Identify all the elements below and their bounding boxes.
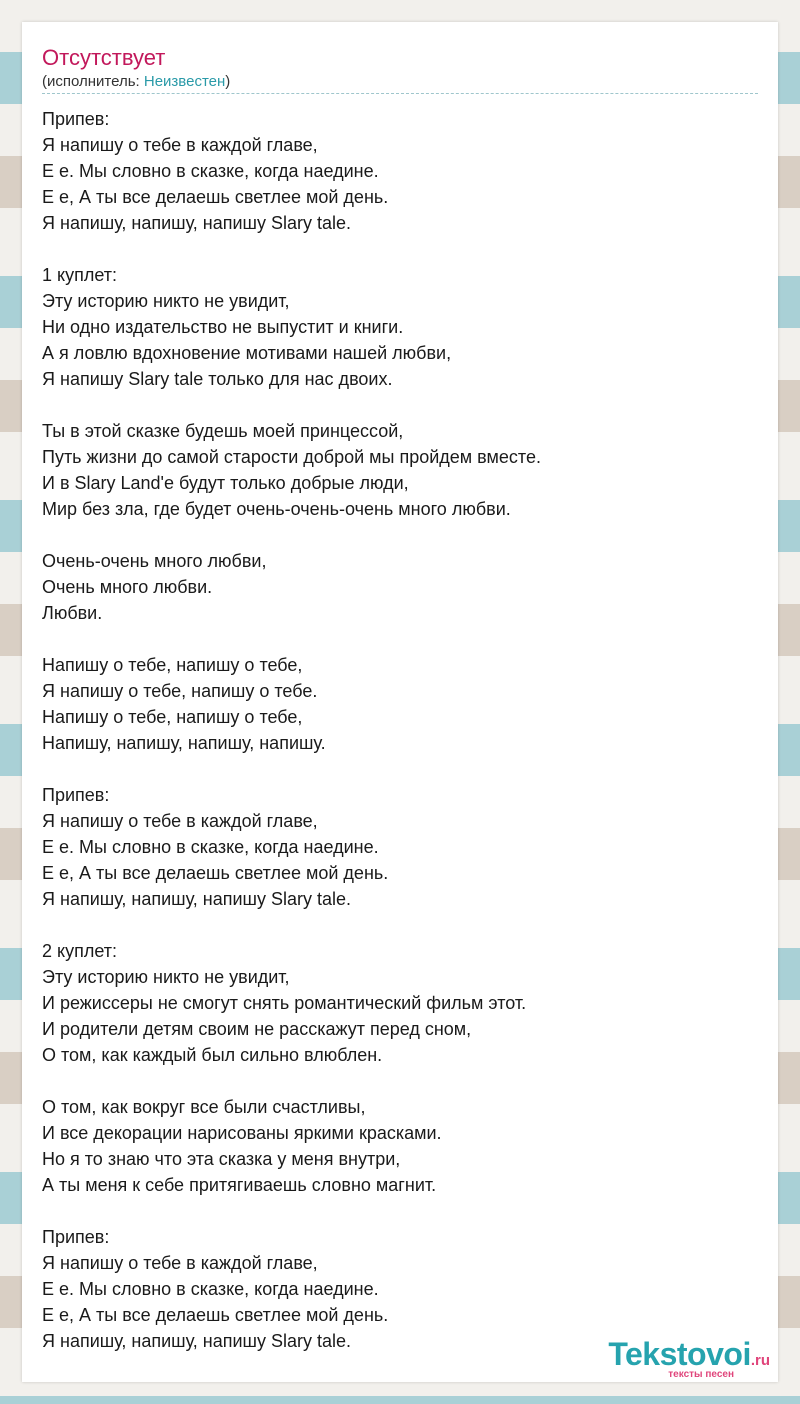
lyric-blank-line: [42, 522, 758, 548]
lyric-line: И режиссеры не смогут снять романтический фильм этот.: [42, 993, 527, 1013]
lyric-line: Ты в этой сказке будешь моей принцессой,: [42, 421, 404, 441]
lyric-line: Е е. Мы словно в сказке, когда наедине.: [42, 837, 379, 857]
artist-suffix: ): [225, 73, 231, 90]
lyrics-card: [22, 22, 778, 1382]
lyric-line: Я напишу о тебе в каждой главе,: [42, 811, 318, 831]
artist-link[interactable]: Неизвестен: [143, 73, 226, 90]
logo-tld-text: .ru: [750, 1352, 770, 1369]
lyric-line: И все декорации нарисованы яркими красками.: [42, 1123, 442, 1143]
lyric-line: Я напишу Slary tale только для нас двоих.: [42, 369, 393, 389]
lyric-blank-line: [42, 626, 758, 652]
header-divider: [42, 93, 758, 94]
lyric-line: Е е. Мы словно в сказке, когда наедине.: [42, 161, 379, 181]
lyric-line: И родители детям своим не расскажут перед сном,: [42, 1019, 472, 1039]
site-logo[interactable]: [608, 1338, 770, 1382]
lyric-line: Очень-очень много любви,: [42, 551, 267, 571]
lyric-line: Е е, А ты все делаешь светлее мой день.: [42, 1305, 389, 1325]
lyric-line: Припев:: [42, 109, 110, 129]
lyric-line: Любви.: [42, 603, 103, 623]
lyric-line: О том, как вокруг все были счастливы,: [42, 1097, 366, 1117]
lyrics-text: [42, 106, 758, 1354]
lyric-line: Я напишу, напишу, напишу Slary tale.: [42, 1331, 352, 1351]
lyric-line: Я напишу о тебе в каждой главе,: [42, 135, 318, 155]
lyric-blank-line: [42, 392, 758, 418]
lyric-line: Припев:: [42, 1227, 110, 1247]
lyric-line: Е е, А ты все делаешь светлее мой день.: [42, 187, 389, 207]
lyric-line: И в Slary Land'e будут только добрые люди,: [42, 473, 409, 493]
lyric-line: Я напишу о тебе в каждой главе,: [42, 1253, 318, 1273]
lyric-line: Напишу, напишу, напишу, напишу.: [42, 733, 326, 753]
lyric-blank-line: [42, 912, 758, 938]
lyric-line: Мир без зла, где будет очень-очень-очень много любви.: [42, 499, 511, 519]
lyric-line: Е е, А ты все делаешь светлее мой день.: [42, 863, 389, 883]
lyric-line: О том, как каждый был сильно влюблен.: [42, 1045, 383, 1065]
lyric-line: Я напишу, напишу, напишу Slary tale.: [42, 213, 352, 233]
lyric-blank-line: [42, 756, 758, 782]
artist-prefix: (исполнитель:: [42, 73, 144, 90]
lyric-blank-line: [42, 1198, 758, 1224]
logo-main-text: Tekstovoi: [608, 1336, 751, 1372]
lyric-line: 2 куплет:: [42, 941, 117, 961]
lyric-line: Эту историю никто не увидит,: [42, 967, 290, 987]
lyric-line: Эту историю никто не увидит,: [42, 291, 290, 311]
logo-tagline: тексты песен: [668, 1369, 734, 1380]
lyric-line: Но я то знаю что эта сказка у меня внутри,: [42, 1149, 401, 1169]
lyric-blank-line: [42, 236, 758, 262]
lyric-line: Путь жизни до самой старости доброй мы пройдем вместе.: [42, 447, 541, 467]
lyric-line: Очень много любви.: [42, 577, 213, 597]
lyric-line: Ни одно издательство не выпустит и книги.: [42, 317, 404, 337]
lyric-line: 1 куплет:: [42, 265, 117, 285]
artist-line: [42, 72, 230, 92]
lyric-line: Я напишу о тебе, напишу о тебе.: [42, 681, 318, 701]
lyric-line: Напишу о тебе, напишу о тебе,: [42, 655, 303, 675]
lyric-line: Припев:: [42, 785, 110, 805]
lyric-line: А ты меня к себе притягиваешь словно магнит.: [42, 1175, 437, 1195]
song-title: Отсутствует: [42, 45, 166, 70]
lyric-blank-line: [42, 1068, 758, 1094]
lyric-line: Е е. Мы словно в сказке, когда наедине.: [42, 1279, 379, 1299]
lyric-line: А я ловлю вдохновение мотивами нашей любви,: [42, 343, 452, 363]
lyric-line: Я напишу, напишу, напишу Slary tale.: [42, 889, 352, 909]
lyric-line: Напишу о тебе, напишу о тебе,: [42, 707, 303, 727]
